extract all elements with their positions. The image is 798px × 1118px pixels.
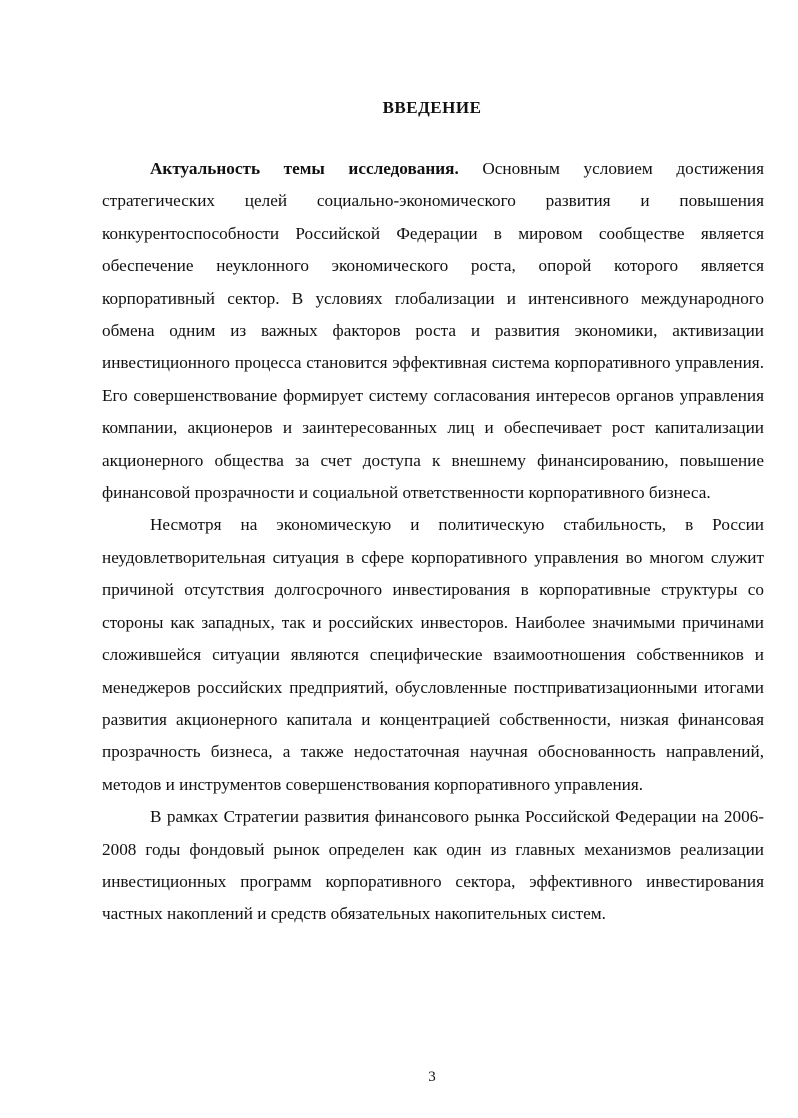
paragraph-problems: [102, 509, 764, 801]
page-title: ВВЕДЕНИЕ: [382, 98, 482, 117]
paragraph-text: Несмотря на экономическую и политическую стабильность, в России неудовлетворительная ситуация в сфере корпоративного управления во многом служит причиной отсутствия долгосрочного инвестирования в корпоративные структуры со стороны как западных, так и российских инвесторов. Наиболее значимыми причинами сложившейся ситуации являются специфические взаимоотношения собственников и менеджеров российских предприятий, обусловленные постприватизационными итогами развития акционерного капитала и концентрацией собственности, низкая финансовая прозрачность бизнеса, а также недостаточная научная обоснованность направлений, методов и инструментов совершенствования корпоративного управления.: [102, 515, 764, 794]
body-text: [102, 153, 764, 931]
paragraph-text: Основным условием достижения стратегических целей социально-экономического развития и повышения конкурентоспособности Российской Федерации в мировом сообществе является обеспечение неуклонного экономического роста, опорой которого является корпоративный сектор. В условиях глобализации и интенсивного международного обмена одним из важных факторов роста и развития экономики, активизации инвестиционного процесса становится эффективная система корпоративного управления. Его совершенствование формирует систему согласования интересов органов управления компании, акционеров и заинтересованных лиц и обеспечивает рост капитализации акционерного общества за счет доступа к внешнему финансированию, повышение финансовой прозрачности и социальной ответственности корпоративного бизнеса.: [102, 159, 765, 503]
page-number: 3: [428, 1069, 436, 1085]
paragraph-strategy: [102, 801, 764, 931]
paragraph-text: В рамках Стратегии развития финансового рынка Российской Федерации на 2006-2008 годы фондовый рынок определен как один из главных механизмов реализации инвестиционных программ корпоративного сектора, эффективного инвестирования частных накоплений и средств обязательных накопительных систем.: [102, 807, 764, 924]
paragraph-lead: Актуальность темы исследования.: [150, 159, 459, 178]
paragraph-relevance: [102, 153, 764, 509]
